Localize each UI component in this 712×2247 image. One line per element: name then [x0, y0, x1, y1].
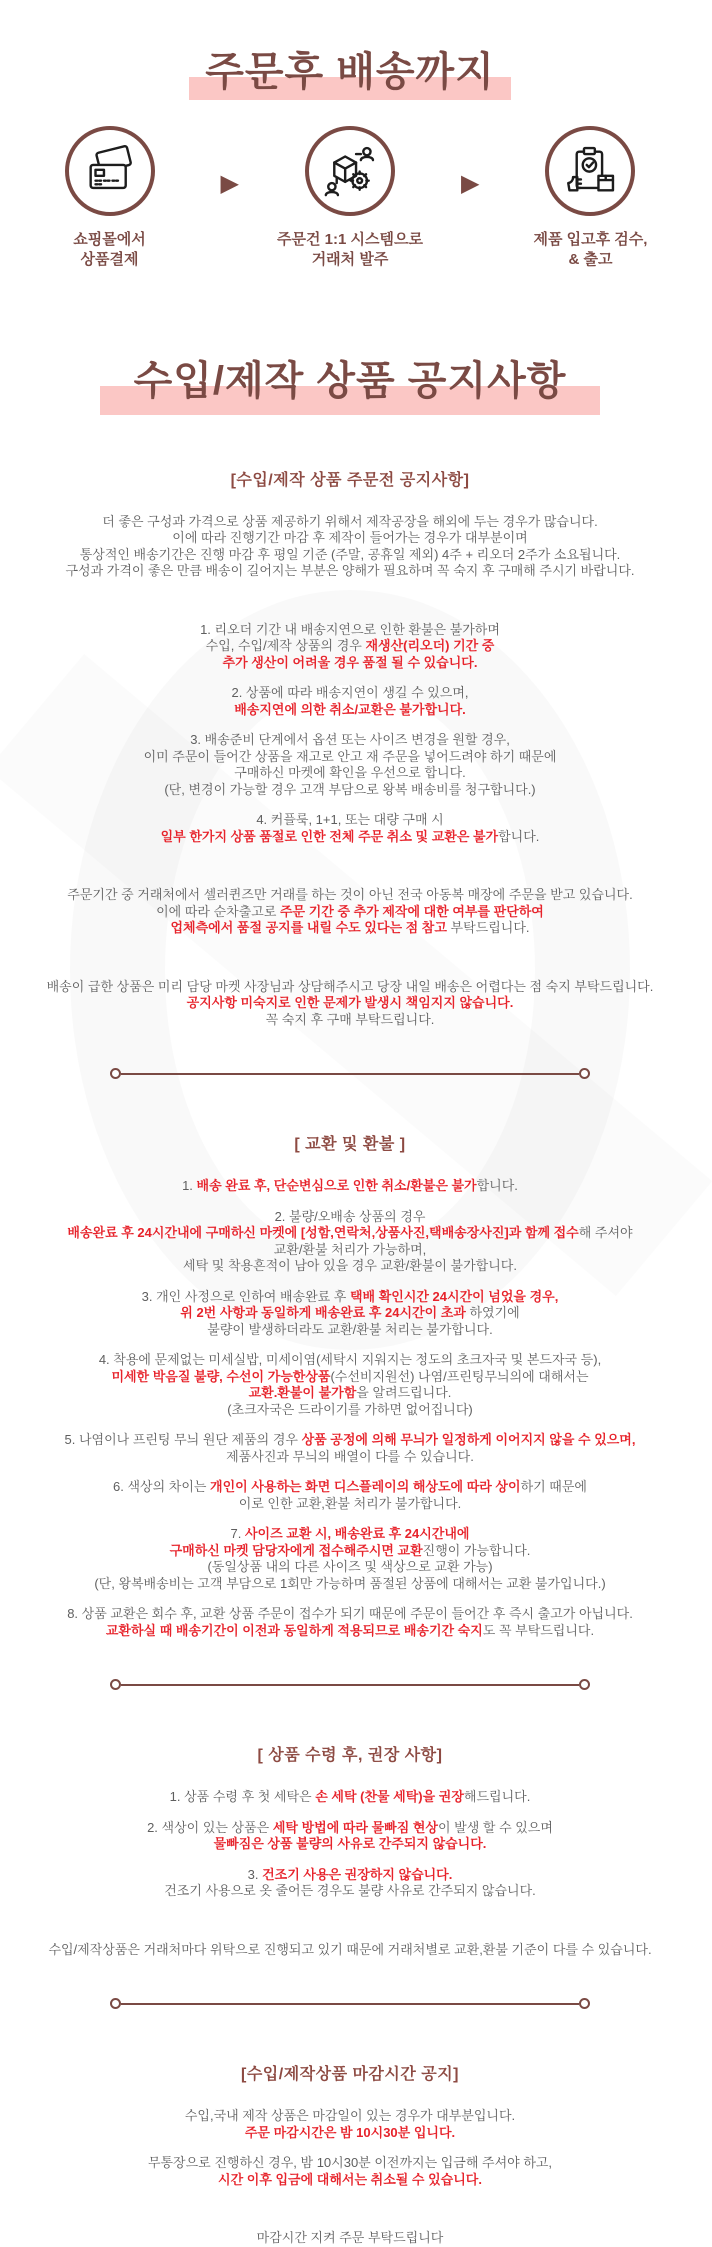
body-text: 해드립니다. [463, 1789, 531, 1804]
notice-section-3 [30, 2061, 670, 2247]
notice-block [30, 1209, 670, 1275]
body-text: 1. [182, 1178, 197, 1193]
body-text: 6. 색상의 차이는 [113, 1479, 211, 1494]
order-process-steps [0, 126, 700, 271]
body-text: 수입/제작상품은 거래처마다 위탁으로 진행되고 있기 때문에 거래처별로 교환,환불 기준이 다를 수 있습니다. [48, 1941, 652, 1957]
divider-dot-icon [579, 1998, 590, 2009]
body-text: (수선비지원선) 나염/프린팅무늬의에 대해서는 [330, 1368, 589, 1384]
credit-card-icon [81, 142, 139, 200]
body-text: 마감시간 지켜 주문 부탁드립니다 [256, 2230, 444, 2245]
warning-text: 공지사항 미숙지로 인한 문제가 발생시 책임지지 않습니다. [186, 995, 514, 1010]
divider-line [121, 1684, 579, 1686]
body-text: 구매하신 마켓에 확인을 우선으로 합니다. [234, 765, 466, 780]
notice-block [30, 1867, 670, 1900]
divider-dot-icon [110, 1679, 121, 1690]
arrow-right-icon: ▶ [461, 170, 480, 198]
body-text: 3. [247, 1866, 263, 1882]
body-text: 이로 인한 교환,환불 처리가 불가합니다. [238, 1495, 462, 1511]
notice-block [30, 1289, 670, 1339]
body-text: 진행이 가능합니다. [422, 1542, 531, 1558]
step-caption-line: 주문건 1:1 시스템으로 [277, 231, 423, 248]
warning-text: 세탁 방법에 따라 물빠짐 현상 [272, 1819, 438, 1835]
body-text: 이에 따라 진행기간 마감 후 제작이 들어가는 경우가 대부분이며 [172, 530, 528, 545]
body-text: 주문기간 중 거래처에서 셀러퀸즈만 거래를 하는 것이 아닌 전국 아동복 매장에 주문을 받고 있습니다. [67, 887, 633, 902]
body-text: 꼭 숙지 후 구매 부탁드립니다. [265, 1011, 435, 1027]
step-inspection-caption [505, 230, 675, 271]
section-divider [110, 1068, 590, 1079]
notice-block [30, 622, 670, 672]
body-text: 이에 따라 순차출고로 [156, 903, 280, 919]
notice-section-heading: [ 교환 및 환불 ] [294, 1136, 406, 1153]
divider-dot-icon [579, 1679, 590, 1690]
warning-text: 재생산(리오더) 기간 중 [365, 638, 495, 653]
body-text: 통상적인 배송기간은 진행 마감 후 평일 기준 (주말, 공휴일 제외) 4주 + 리오더 2주가 소요됩니다. [79, 546, 621, 562]
notice-block [30, 979, 670, 1029]
body-text: 7. [230, 1526, 245, 1541]
notice-block [30, 1178, 670, 1195]
warning-text: 배송완료 후 24시간내에 구매하신 마켓에 [성함,연락처,상품사진,택배송장사진]과 함께 접수 [67, 1225, 579, 1240]
warning-text: 배송 완료 후, 단순변심으로 인한 취소/환불은 불가 [196, 1178, 477, 1193]
warning-text: 손 세탁 (찬물 세탁)을 권장 [315, 1789, 464, 1804]
notice-block [30, 1789, 670, 1806]
warning-text: 교환하실 때 배송기간이 이전과 동일하게 적용되므로 배송기간 숙지 [105, 1622, 483, 1638]
notice-block [30, 887, 670, 937]
body-text: 무통장으로 진행하신 경우, 밤 10시30분 이전까지는 입금해 주셔야 하고, [147, 2155, 553, 2170]
step-caption-line: & 출고 [568, 251, 613, 269]
warning-text: 위 2번 사항과 동일하게 배송완료 후 24시간이 초과 [180, 1305, 470, 1320]
warning-text: 주문 기간 중 추가 제작에 대한 여부를 판단하여 [279, 903, 544, 919]
body-text: 건조기 사용으로 옷 줄어든 경우도 불량 사유로 간주되지 않습니다. [164, 1883, 536, 1898]
notice-block [30, 2108, 670, 2141]
warning-text: 상품 공정에 의해 무늬가 일정하게 이어지지 않을 수 있으며, [301, 1432, 636, 1447]
body-text: 4. 커플룩, 1+1, 또는 대량 구매 시 [256, 812, 444, 827]
body-text: 이 발생 할 수 있으며 [438, 1819, 553, 1835]
body-text: 불량이 발생하더라도 교환/환불 처리는 불가합니다. [207, 1321, 493, 1337]
step-caption-line: 상품결제 [80, 251, 139, 269]
divider-dot-icon [579, 1068, 590, 1079]
body-text: 4. 착용에 문제없는 미세실밥, 미세이염(세탁시 지워지는 정도의 초크자국 및 본드자국 등), [98, 1352, 602, 1367]
section-divider [110, 1998, 590, 2009]
body-text: 합니다. [498, 828, 540, 844]
notice-block [30, 2155, 670, 2188]
inspection-shipping-icon [561, 142, 619, 200]
body-text: 수입,국내 제작 상품은 마감일이 있는 경우가 대부분입니다. [184, 2108, 516, 2123]
body-text: (동일상품 내의 다른 사이즈 및 색상으로 교환 가능) [207, 1559, 493, 1574]
body-text: 세탁 및 착용흔적이 남아 있을 경우 교환/환불이 불가합니다. [183, 1258, 517, 1273]
notice-block [30, 1820, 670, 1853]
page-title: 주문후 배송까지 [189, 50, 511, 100]
notice-block [30, 1526, 670, 1592]
body-text: 5. 나염이나 프린팅 무늬 원단 제품의 경우 [64, 1432, 302, 1447]
body-text: 배송이 급한 상품은 미리 담당 마켓 사장님과 상담해주시고 당장 내일 배송은 어렵다는 점 숙지 부탁드립니다. [46, 978, 654, 994]
body-text: (단, 왕복배송비는 고객 부담으로 1회만 가능하며 품절된 상품에 대해서는 교환 불가입니다.) [94, 1575, 606, 1591]
notice-section-heading: [수입/제작상품 마감시간 공지] [241, 2066, 459, 2083]
step-payment-caption [25, 230, 195, 271]
notice-block [30, 1479, 670, 1512]
step-order-system-caption [265, 230, 435, 271]
step-payment-circle [65, 126, 155, 216]
body-text: 부탁드립니다. [446, 920, 530, 935]
notice-block [30, 2230, 670, 2247]
body-text: 1. 상품 수령 후 첫 세탁은 [169, 1789, 316, 1804]
warning-text: 물빠짐은 상품 불량의 사유로 간주되지 않습니다. [213, 1836, 487, 1851]
warning-text: 개인이 사용하는 화면 디스플레이의 해상도에 따라 상이 [210, 1479, 521, 1494]
notice-section-1 [30, 1131, 670, 1639]
notice-block [30, 685, 670, 718]
body-text: 제품사진과 무늬의 배열이 다를 수 있습니다. [226, 1448, 474, 1464]
notice-section-0 [30, 467, 670, 1029]
warning-text: 교환.환불이 불가함 [248, 1385, 357, 1400]
warning-text: 사이즈 교환 시, 배송완료 후 24시간내에 [244, 1526, 470, 1541]
warning-text: 주문 마감시간은 밤 10시30분 입니다. [244, 2124, 456, 2140]
body-text: 구성과 가격이 좋은 만큼 배송이 길어지는 부분은 양해가 필요하며 꼭 숙지 후 구매해 주시기 바랍니다. [65, 563, 635, 578]
step-caption-line: 쇼핑몰에서 [73, 231, 146, 248]
divider-line [121, 1073, 579, 1075]
notice-block [30, 812, 670, 845]
notice-section-2 [30, 1742, 670, 1958]
step-caption-line: 제품 입고후 검수, [533, 231, 648, 248]
body-text: 수입, 수입/제작 상품의 경우 [205, 638, 366, 653]
body-text: (단, 변경이 가능할 경우 고객 부담으로 왕복 배송비를 청구합니다.) [164, 781, 536, 797]
body-text: 을 알려드립니다. [356, 1385, 452, 1400]
warning-text: 업체측에서 품절 공지를 내릴 수도 있다는 점 참고 [170, 920, 447, 935]
body-text: 2. 색상이 있는 상품은 [147, 1819, 273, 1835]
step-payment [25, 126, 195, 271]
notice-section-heading: [ 상품 수령 후, 권장 사항] [257, 1747, 443, 1764]
divider-dot-icon [110, 1998, 121, 2009]
body-text: 3. 배송준비 단계에서 옵션 또는 사이즈 변경을 원할 경우, [190, 732, 510, 747]
body-text: 더 좋은 구성과 가격으로 상품 제공하기 위해서 제작공장을 해외에 두는 경우가 많습니다. [102, 513, 598, 529]
warning-text: 미세한 박음질 불량, 수선이 가능한상품 [111, 1368, 331, 1384]
notice-block [30, 1942, 670, 1959]
body-text: (초크자국은 드라이기를 가하면 없어집니다) [227, 1401, 473, 1417]
step-caption-line: 거래처 발주 [311, 251, 389, 269]
step-order-system [265, 126, 435, 271]
notice-block [30, 732, 670, 798]
warning-text: 추가 생산이 어려울 경우 품절 될 수 있습니다. [222, 654, 478, 670]
warning-text: 일부 한가지 상품 품절로 인한 전체 주문 취소 및 교환은 불가 [160, 828, 499, 844]
notice-sections [0, 467, 700, 2247]
body-text: 3. 개인 사정으로 인하여 배송완료 후 [141, 1288, 350, 1304]
warning-text: 시간 이후 입금에 대해서는 취소될 수 있습니다. [218, 2171, 482, 2187]
warning-text: 건조기 사용은 권장하지 않습니다. [262, 1866, 453, 1882]
body-text: 2. 불량/오배송 상품의 경우 [274, 1208, 426, 1224]
arrow-right-icon: ▶ [220, 170, 239, 198]
order-system-icon [321, 142, 379, 200]
body-text: 하기 때문에 [520, 1479, 587, 1494]
warning-text: 배송지연에 의한 취소/교환은 불가합니다. [234, 701, 466, 717]
notice-block [30, 1432, 670, 1465]
divider-dot-icon [110, 1068, 121, 1079]
section-divider [110, 1679, 590, 1690]
body-text: 하였기에 [469, 1305, 520, 1320]
notice-block [30, 514, 670, 580]
notice-block [30, 1352, 670, 1418]
section-banner-title: 수입/제작 상품 공지사항 [100, 359, 601, 415]
body-text: 8. 상품 교환은 회수 후, 교환 상품 주문이 접수가 되기 때문에 주문이 들어간 후 즉시 출고가 아닙니다. [67, 1606, 633, 1621]
step-order-system-circle [305, 126, 395, 216]
step-inspection-circle [545, 126, 635, 216]
divider-line [121, 2003, 579, 2005]
notice-section-heading: [수입/제작 상품 주문전 공지사항] [230, 471, 470, 489]
body-text: 합니다. [476, 1178, 518, 1193]
body-text: 도 꼭 부탁드립니다. [482, 1622, 595, 1638]
step-inspection [505, 126, 675, 271]
body-text: 2. 상품에 따라 배송지연이 생길 수 있으며, [231, 685, 469, 700]
body-text: 이미 주문이 들어간 상품을 재고로 안고 재 주문을 넣어드려야 하기 때문에 [143, 748, 557, 764]
warning-text: 택배 확인시간 24시간이 넘었을 경우, [349, 1288, 559, 1304]
body-text: 교환/환불 처리가 가능하며, [273, 1241, 427, 1257]
body-text: 해 주셔야 [578, 1225, 633, 1240]
warning-text: 구매하신 마켓 담당자에게 접수해주시면 교환 [169, 1542, 423, 1558]
notice-block [30, 1606, 670, 1639]
body-text: 1. 리오더 기간 내 배송지연으로 인한 환불은 불가하며 [200, 621, 500, 637]
